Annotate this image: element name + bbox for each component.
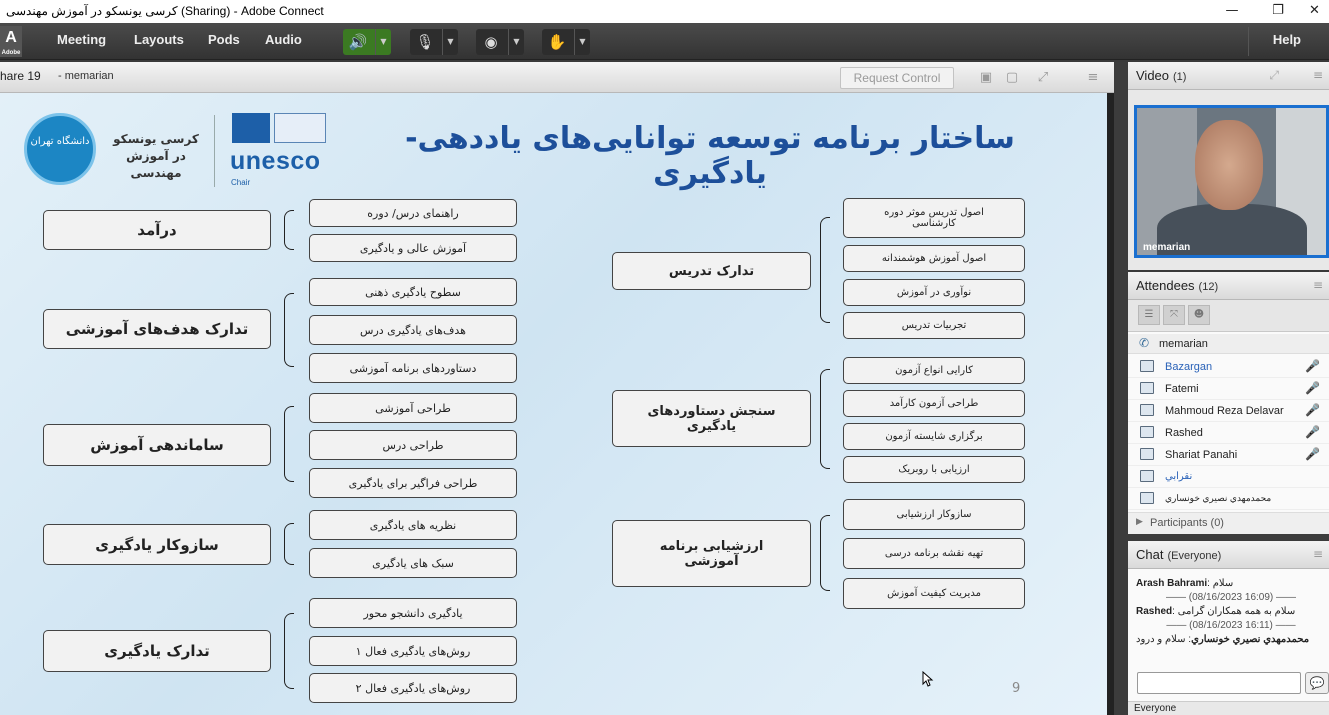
menubar-divider	[1248, 27, 1249, 56]
raise-hand-dropdown-icon[interactable]: ▼	[574, 29, 590, 55]
unesco-logo-text: unesco	[230, 147, 321, 175]
slide-sub-box: آموزش عالی و یادگیری	[309, 234, 517, 262]
slide-sub-box: اصول تدریس موثر دوره کارشناسی	[843, 198, 1025, 238]
slide-brace	[284, 210, 294, 250]
menu-help[interactable]: Help	[1272, 32, 1301, 47]
slide-sub-box: روش‌های یادگیری فعال ۲	[309, 673, 517, 703]
share-pod-header	[0, 62, 1114, 93]
slide-sub-box: نوآوری در آموزش	[843, 279, 1025, 306]
slide-sub-box: سطوح یادگیری ذهنی	[309, 278, 517, 306]
muted-mic-icon: 🎤	[1305, 447, 1320, 461]
actual-size-icon[interactable]: ▢	[1005, 70, 1019, 85]
slide-sub-box: مدیریت کیفیت آموزش	[843, 578, 1025, 609]
host-row[interactable]	[1128, 334, 1329, 354]
webcam-icon[interactable]: ◉	[484, 33, 498, 51]
video-speaker-name: memarian	[1143, 242, 1191, 253]
chat-pod-title: Chat (Everyone)	[1136, 547, 1222, 562]
attendee-icon	[1140, 360, 1154, 372]
slide-sub-box: راهنمای درس/ دوره	[309, 199, 517, 227]
attendee-icon	[1140, 492, 1154, 504]
slide-brace	[284, 406, 294, 482]
slide-sub-box: برگزاری شایسته آزمون	[843, 423, 1025, 450]
pod-menu-icon[interactable]: ≡	[1312, 68, 1323, 82]
attendee-row[interactable]	[1128, 466, 1329, 488]
chat-timestamp: —— (08/16/2023 16:09) ——	[1165, 592, 1297, 603]
slide-brace	[820, 217, 830, 323]
video-pod-title: Video (1)	[1136, 68, 1187, 83]
microphone-control[interactable]	[410, 29, 458, 55]
share-scrollbar[interactable]	[1107, 93, 1114, 715]
send-message-icon[interactable]: 💬	[1305, 672, 1329, 694]
attendee-icon	[1140, 426, 1154, 438]
minimize-button[interactable]: —	[1225, 3, 1239, 18]
webcam-dropdown-icon[interactable]: ▼	[508, 29, 524, 55]
video-person-face	[1195, 120, 1263, 210]
slide-sub-box: هدف‌های یادگیری درس	[309, 315, 517, 345]
speaker-icon[interactable]: 🔊	[348, 33, 368, 51]
slide-page-number: 9	[1012, 681, 1021, 696]
unesco-chair-label: Chair	[231, 178, 251, 187]
attendee-name: نقرابي	[1165, 471, 1193, 482]
attendee-name: Bazargan	[1165, 361, 1213, 373]
slide-sub-box: یادگیری دانشجو محور	[309, 598, 517, 628]
slide-brace	[284, 613, 294, 689]
chair-text: کرسی یونسکو در آموزش مهندسی	[113, 132, 199, 180]
slide-sub-box: طراحی آزمون کارآمد	[843, 390, 1025, 417]
slide-main-box: ساماندهی آموزش	[43, 424, 271, 466]
chat-messages	[1136, 577, 1326, 647]
status-view-icon[interactable]: ☻	[1188, 305, 1210, 325]
attendee-icon	[1140, 470, 1154, 482]
attendee-icon	[1140, 404, 1154, 416]
muted-mic-icon: 🎤	[1305, 425, 1320, 439]
chat-pod	[1128, 541, 1329, 715]
speaker-dropdown-icon[interactable]: ▼	[375, 29, 391, 55]
slide-sub-box: کارایی انواع آزمون	[843, 357, 1025, 384]
share-pod-title: hare 19	[0, 69, 41, 83]
chat-message: Rashed: سلام به همه همکاران گرامی	[1136, 606, 1296, 617]
menu-audio[interactable]: Audio	[265, 32, 302, 47]
slide-brace	[820, 515, 830, 591]
adobe-logo-icon: A Adobe	[0, 26, 22, 57]
request-control-button[interactable]: Request Control	[840, 67, 954, 89]
menu-layouts[interactable]: Layouts	[134, 32, 184, 47]
microphone-icon[interactable]: 🎙	[415, 33, 435, 51]
attendee-icon	[1140, 448, 1154, 460]
webcam-feed[interactable]	[1134, 105, 1329, 258]
slide-sub-box: روش‌های یادگیری فعال ۱	[309, 636, 517, 666]
full-screen-icon[interactable]: ⤢	[1269, 68, 1279, 82]
layout-gutter	[1128, 534, 1329, 541]
slide-sub-box: طراحی آموزشی	[309, 393, 517, 423]
layout-gutter	[1114, 62, 1128, 715]
attendee-name: Shariat Panahi	[1165, 449, 1238, 461]
slide-sub-box: ارزیابی با روبریک	[843, 456, 1025, 483]
share-pod	[0, 62, 1114, 715]
chat-message: محمدمهدي نصيري خونساري: سلام و درود	[1136, 634, 1310, 645]
attendee-name: محمدمهدي نصيري خونساري	[1165, 493, 1272, 503]
menu-meeting[interactable]: Meeting	[57, 32, 107, 47]
shared-slide	[0, 93, 1107, 715]
slide-brace	[284, 293, 294, 367]
muted-mic-icon: 🎤	[1305, 403, 1320, 417]
logo-divider	[214, 115, 215, 187]
attendees-pod-title: Attendees (12)	[1136, 278, 1219, 293]
chat-timestamp: —— (08/16/2023 16:11) ——	[1166, 620, 1296, 631]
slide-title: ساختار برنامه توسعه توانایی‌های یاددهی-یادگیری	[405, 121, 1015, 191]
slide-main-box: ارزشیابی برنامه آموزشی	[612, 520, 811, 587]
maximize-button[interactable]: ❐	[1272, 3, 1284, 18]
attendee-row[interactable]	[1128, 400, 1329, 422]
close-button[interactable]: ✕	[1309, 3, 1320, 18]
slide-main-box: سنجش دستاوردهای یادگیری	[612, 390, 811, 447]
list-view-icon[interactable]: ☰	[1138, 305, 1160, 325]
attendee-row[interactable]	[1128, 488, 1329, 510]
slide-sub-box: طراحی درس	[309, 430, 517, 460]
pod-menu-icon[interactable]: ≡	[1312, 547, 1323, 561]
university-seal-icon: دانشگاه تهران	[24, 113, 96, 185]
attendees-pod-header	[1128, 272, 1329, 300]
video-pod	[1128, 62, 1329, 270]
attendees-toolbar	[1128, 300, 1329, 332]
menubar	[0, 23, 1329, 60]
chair-emblem-icon	[274, 113, 326, 143]
participants-label: Participants (0)	[1150, 517, 1224, 529]
slide-brace	[284, 523, 294, 565]
expand-arrow-icon[interactable]: ▶	[1136, 517, 1143, 527]
slide-sub-box: طراحی فراگیر برای یادگیری	[309, 468, 517, 498]
slide-sub-box: اصول آموزش هوشمندانه	[843, 245, 1025, 272]
microphone-dropdown-icon[interactable]: ▼	[442, 29, 458, 55]
expand-view-icon[interactable]: ⤧	[1163, 305, 1185, 325]
video-pod-header	[1128, 62, 1329, 90]
attendee-name: Fatemi	[1165, 383, 1199, 395]
fit-width-icon[interactable]: ▣	[979, 70, 993, 85]
slide-sub-box: سازوکار ارزشیابی	[843, 499, 1025, 530]
chat-pod-header	[1128, 541, 1329, 569]
unesco-emblem-icon	[232, 113, 270, 143]
chat-input[interactable]	[1137, 672, 1301, 694]
slide-sub-box: تهیه نقشه برنامه درسی	[843, 538, 1025, 569]
window-titlebar	[0, 0, 1329, 23]
chat-message: Arash Bahrami: سلام	[1136, 578, 1234, 589]
slide-brace	[820, 369, 830, 469]
attendee-row[interactable]	[1128, 422, 1329, 444]
menu-pods[interactable]: Pods	[208, 32, 240, 47]
muted-mic-icon: 🎤	[1305, 359, 1320, 373]
raise-hand-control[interactable]	[542, 29, 590, 55]
slide-main-box: سازوکار یادگیری	[43, 524, 271, 565]
window-title: کرسی یونسکو در آموزش مهندسی (Sharing) - Adobe Connect	[6, 4, 324, 18]
attendee-icon	[1140, 382, 1154, 394]
attendee-name: Mahmoud Reza Delavar	[1165, 405, 1284, 417]
slide-sub-box: نظریه های یادگیری	[309, 510, 517, 540]
phone-icon: ✆	[1139, 336, 1150, 350]
full-screen-icon[interactable]: ⤢	[1037, 70, 1049, 85]
share-pod-presenter: - memarian	[58, 70, 114, 82]
webcam-control[interactable]	[476, 29, 524, 55]
pod-menu-icon[interactable]: ≡	[1312, 278, 1323, 292]
slide-sub-box: دستاوردهای برنامه آموزشی	[309, 353, 517, 383]
slide-main-box: تدارک هدف‌های آموزشی	[43, 309, 271, 349]
attendee-row[interactable]	[1128, 444, 1329, 466]
participants-group[interactable]	[1128, 512, 1329, 534]
attendee-row[interactable]	[1128, 356, 1329, 378]
speaker-control[interactable]	[343, 29, 391, 55]
raise-hand-icon[interactable]: ✋	[547, 33, 567, 51]
slide-main-box: تدارک یادگیری	[43, 630, 271, 672]
host-name: memarian	[1159, 338, 1208, 350]
slide-main-box: تدارک تدریس	[612, 252, 811, 290]
mouse-cursor-icon	[922, 671, 934, 687]
pod-menu-icon[interactable]: ≡	[1087, 70, 1099, 85]
slide-main-box: درآمد	[43, 210, 271, 250]
attendee-row[interactable]	[1128, 378, 1329, 400]
attendees-pod	[1128, 272, 1329, 534]
chat-recipient-selector[interactable]: Everyone	[1128, 701, 1329, 715]
attendee-name: Rashed	[1165, 427, 1203, 439]
muted-mic-icon: 🎤	[1305, 381, 1320, 395]
slide-sub-box: سبک های یادگیری	[309, 548, 517, 578]
slide-sub-box: تجربیات تدریس	[843, 312, 1025, 339]
